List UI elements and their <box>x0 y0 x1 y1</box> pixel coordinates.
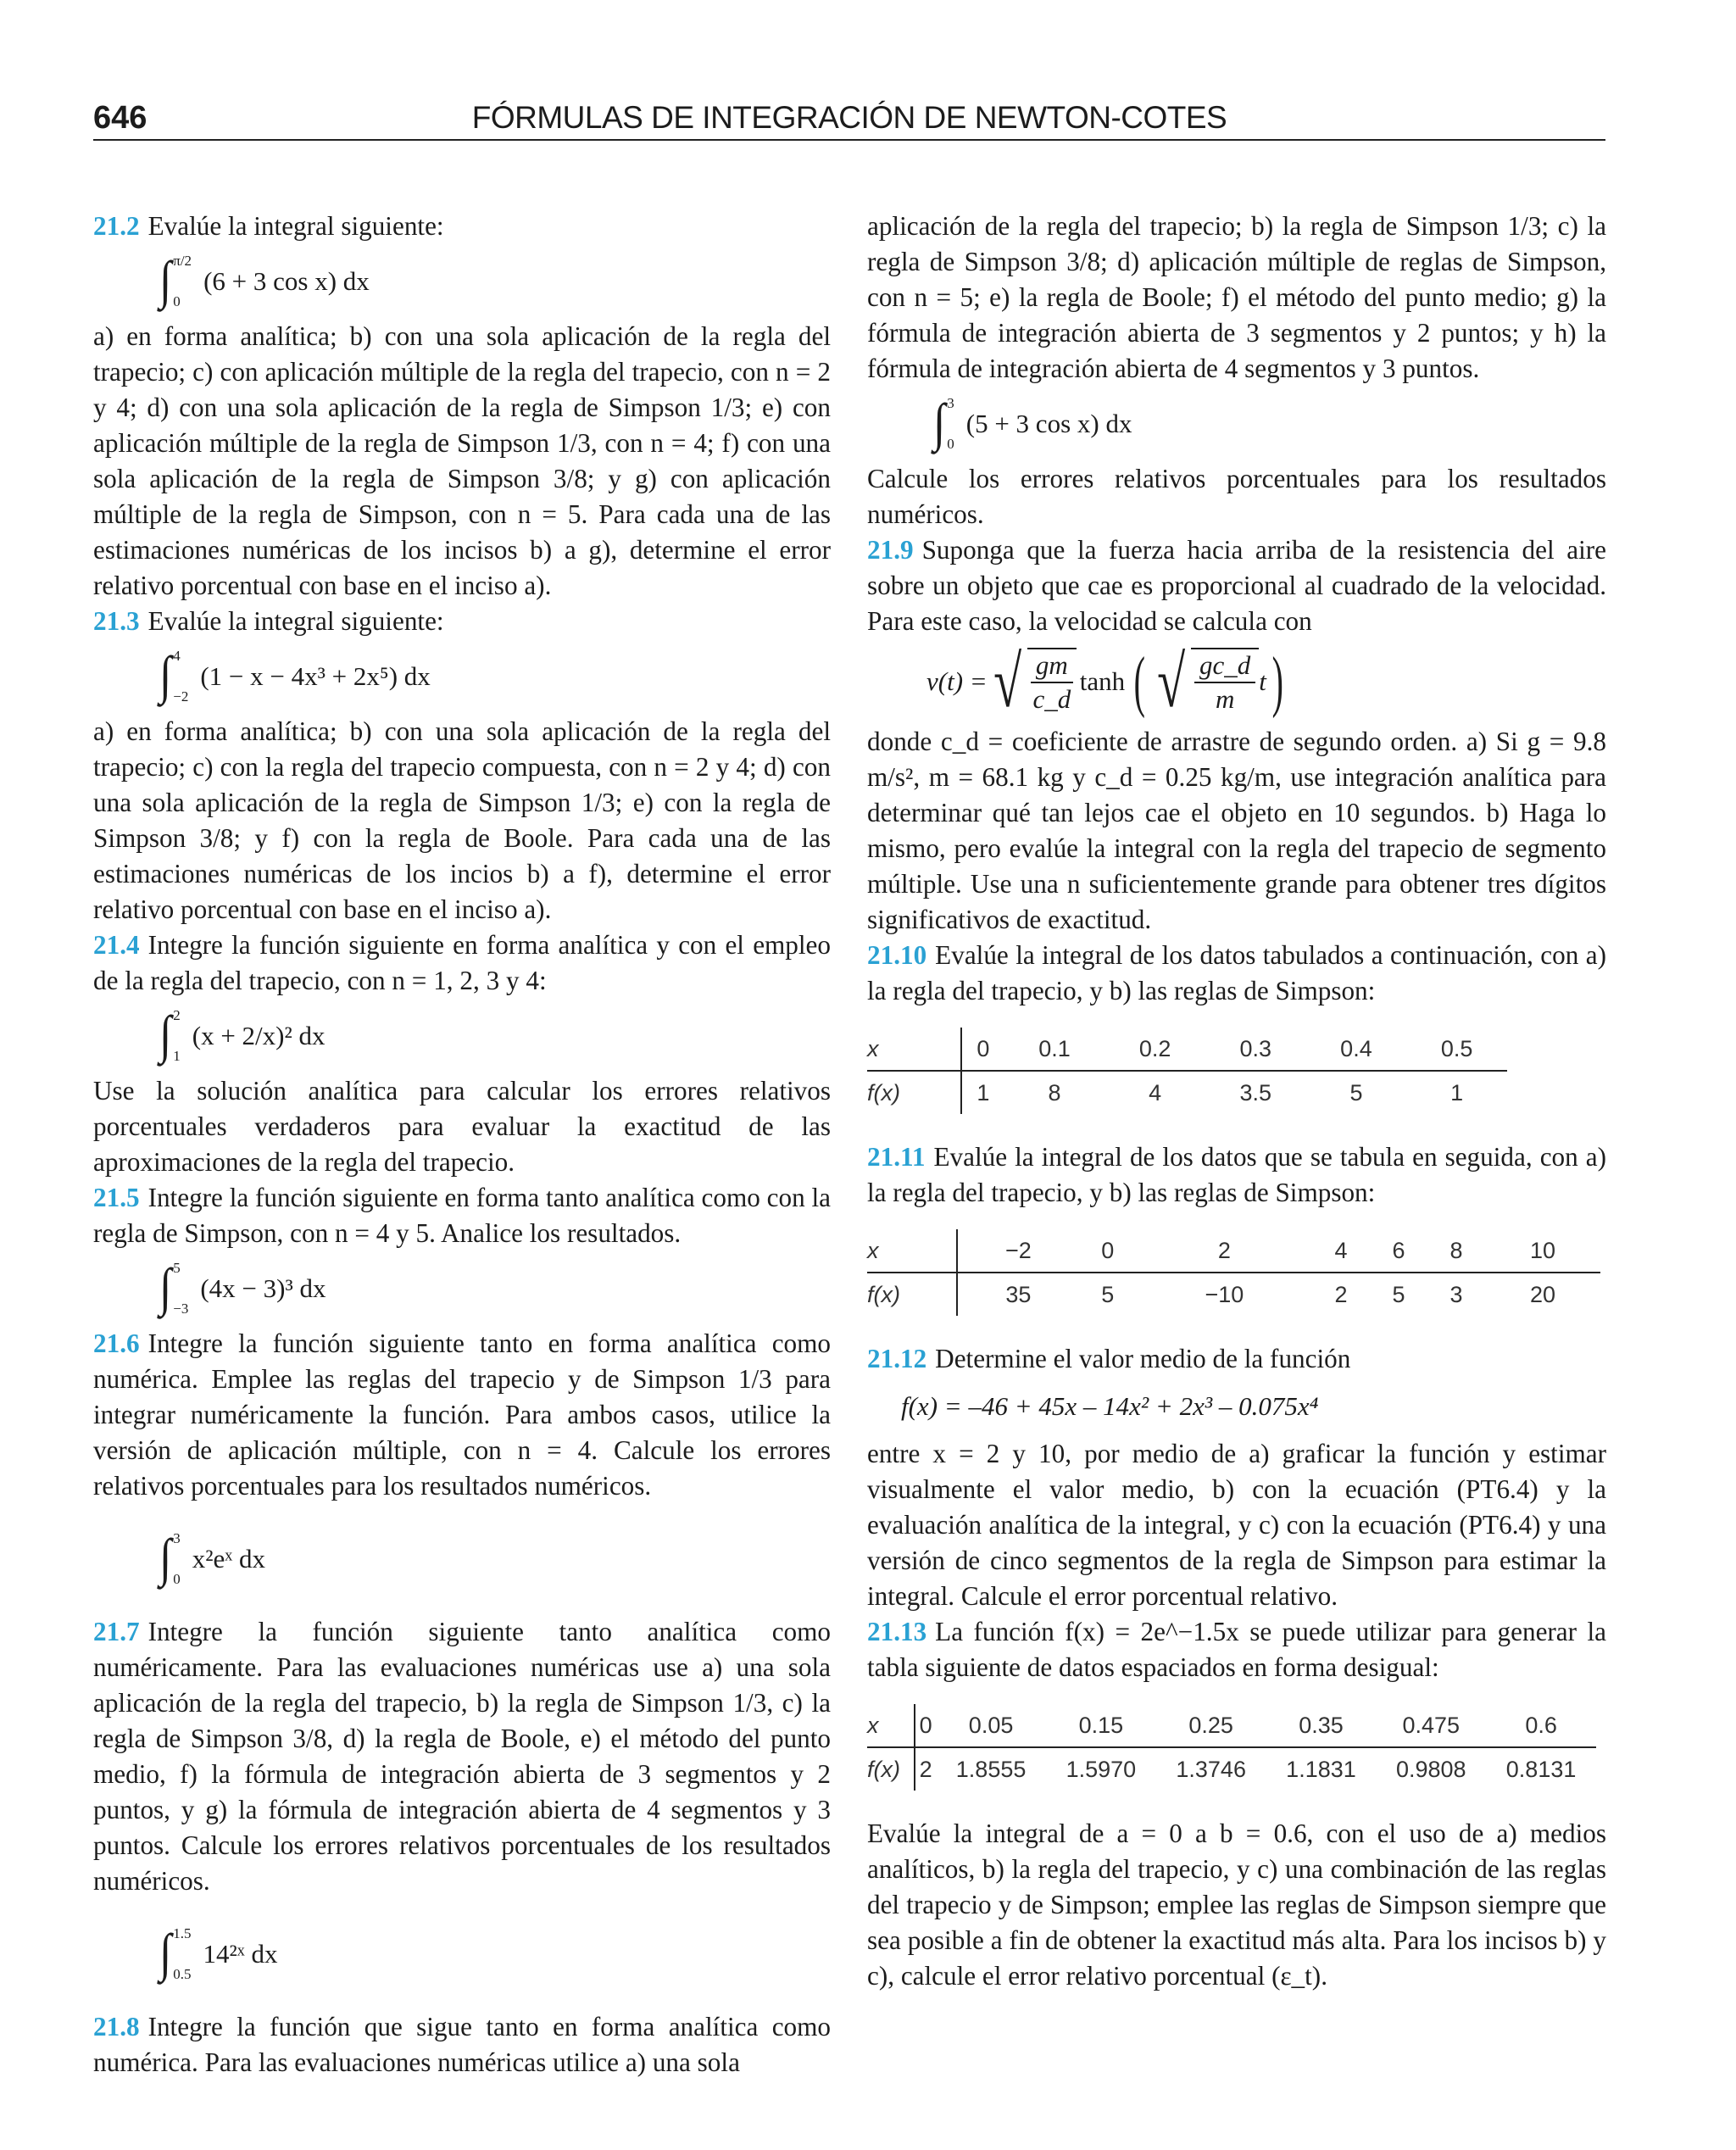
equation-21-5: ∫ 5 −3 (4x − 3)³ dx <box>159 1259 326 1317</box>
page-header <box>93 95 1605 141</box>
problem-number: 21.5 <box>93 1183 140 1212</box>
problem-21-13-body: Evalúe la integral de a = 0 a b = 0.6, con el uso de a) medios analíticos, b) la regla del trapecio, y c) una combinación de las reglas del trapecio y de Simpson; emplee las reglas de Simpson siempre que sea posible a fin de obtener la exactitud más alta. Para los incisos b) y c), calcule el error relativo porcentual (ε_t). <box>867 1819 1606 1991</box>
table-row: x −2 0 2 4 6 8 10 <box>867 1229 1600 1273</box>
table-21-11 <box>867 1229 1600 1316</box>
problem-number: 21.11 <box>867 1142 926 1172</box>
problem-21-5-intro: 21.5 Integre la función siguiente en forma tanto analítica como con la regla de Simpson, con n = 4 y 5. Analice los resultados. <box>93 1183 831 1248</box>
table-row: f(x) 2 1.8555 1.5970 1.3746 1.1831 0.9808 0.8131 <box>867 1747 1596 1791</box>
problem-21-8-intro: 21.8 Integre la función que sigue tanto en forma analítica como numérica. Para las evaluaciones numéricas utilice a) una sola <box>93 2012 831 2077</box>
table-21-10-wrap <box>867 1009 1606 1139</box>
problem-21-10-intro: 21.10 Evalúe la integral de los datos tabulados a continuación, con a) la regla del trapecio, y b) las reglas de Simpson: <box>867 940 1606 1005</box>
problem-21-9-body: donde c_d = coeficiente de arrastre de segundo orden. a) Si g = 9.8 m/s², m = 68.1 kg y c_d = 0.25 kg/m, use integración analítica para determinar qué tan lejos cae el objeto en 10 segundos. b) Haga lo mismo, pero evalúe la integral con la regla del trapecio de segmento múltiple. Use una n suficientemente grande para obtener tres dígitos significativos de exactitud. <box>867 727 1606 934</box>
problem-21-8-body: Calcule los errores relativos porcentuales para los resultados numéricos. <box>867 464 1606 529</box>
page-number: 646 <box>93 100 147 136</box>
problem-21-11-intro: 21.11 Evalúe la integral de los datos que se tabula en seguida, con a) la regla del trapecio, y b) las reglas de Simpson: <box>867 1142 1606 1207</box>
problem-21-3-intro: 21.3 Evalúe la integral siguiente: <box>93 606 444 636</box>
equation-21-7: ∫ 1.5 0.5 14²ˣ dx <box>159 1924 278 1983</box>
table-row: f(x) 35 5 −10 2 5 3 20 <box>867 1273 1600 1316</box>
equation-21-2: ∫ π/2 0 (6 + 3 cos x) dx <box>159 252 370 310</box>
table-row: f(x) 1 8 4 3.5 5 1 <box>867 1071 1507 1114</box>
problem-21-13-intro: 21.13 La función f(x) = 2e^−1.5x se puede utilizar para generar la tabla siguiente de datos espaciados en forma desigual: <box>867 1617 1606 1682</box>
left-column <box>93 209 831 2080</box>
problem-21-12-body: entre x = 2 y 10, por medio de a) graficar la función y estimar visualmente el valor medio, b) con la ecuación (PT6.4) y la evaluación analítica de la integral, y c) con la ecuación (PT6.4) y una versión de cinco segmentos de la regla de Simpson para estimar la integral. Calcule el error porcentual relativo. <box>867 1439 1606 1611</box>
problem-21-4-body: Use la solución analítica para calcular los errores relativos porcentuales verdaderos para evaluar la exactitud de las aproximaciones de la regla del trapecio. <box>93 1076 831 1177</box>
problem-number: 21.3 <box>93 606 140 636</box>
problem-number: 21.12 <box>867 1344 927 1373</box>
equation-21-9: v(t) = √ $\frac{gm}{c\_d}$ tanh ( √ $\frac{gc\_d}{m}$ t ) <box>926 641 1283 722</box>
problem-21-2-body: a) en forma analítica; b) con una sola aplicación de la regla del trapecio; c) con aplicación múltiple de la regla del trapecio, con n = 2 y 4; d) con una sola aplicación de la regla de Simpson 1/3; e) con aplicación múltiple de la regla de Simpson 1/3, con n = 4; f) con una sola aplicación de la regla de Simpson 3/8; y g) con aplicación múltiple de la regla de Simpson, con n = 5. Para cada una de las estimaciones numéricas de los incisos b) a g), determine el error relativo porcentual con base en el inciso a). <box>93 321 831 600</box>
problem-21-12-intro: 21.12 Determine el valor medio de la función <box>867 1344 1351 1373</box>
problem-21-8-continued: aplicación de la regla del trapecio; b) la regla de Simpson 1/3; c) la regla de Simpson 3/8; d) aplicación múltiple de reglas de Simpson, con n = 5; e) la regla de Boole; f) el método del punto medio; g) la fórmula de integración abierta de 3 segmentos y 2 puntos; y h) la fórmula de integración abierta de 4 segmentos y 3 puntos. <box>867 211 1606 383</box>
running-title: FÓRMULAS DE INTEGRACIÓN DE NEWTON-COTES <box>471 100 1227 135</box>
table-21-13 <box>867 1704 1596 1791</box>
problem-number: 21.2 <box>93 211 140 241</box>
equation-21-4: ∫ 2 1 (x + 2/x)² dx <box>159 1006 326 1065</box>
problem-21-7-intro: 21.7 Integre la función siguiente tanto analítica como numéricamente. Para las evaluaciones numéricas use a) una sola aplicación de la regla del trapecio, b) la regla de Simpson 1/3, c) la regla de Simpson 3/8, d) la regla de Boole, e) el método del punto medio, f) la fórmula de integración abierta de 3 segmentos y 2 puntos, y g) la fórmula de integración abierta de 4 segmentos y 3 puntos. Calcule los errores relativos porcentuales de los resultados numéricos. <box>93 1617 831 1896</box>
problem-number: 21.13 <box>867 1617 927 1646</box>
table-21-10 <box>867 1028 1507 1114</box>
equation-21-6: ∫ 3 0 x²eˣ dx <box>159 1529 266 1588</box>
problem-number: 21.4 <box>93 930 140 960</box>
problem-number: 21.7 <box>93 1617 140 1646</box>
problem-number: 21.9 <box>867 535 914 565</box>
equation-21-3: ∫ 4 −2 (1 − x − 4x³ + 2x⁵) dx <box>159 647 431 705</box>
table-row: x 0 0.1 0.2 0.3 0.4 0.5 <box>867 1028 1507 1071</box>
table-21-11-wrap <box>867 1211 1606 1341</box>
equation-21-8: ∫ 3 0 (5 + 3 cos x) dx <box>933 394 1132 453</box>
problem-number: 21.6 <box>93 1328 140 1358</box>
problem-21-6-intro: 21.6 Integre la función siguiente tanto en forma analítica como numérica. Emplee las reglas del trapecio y de Simpson 1/3 para integrar numéricamente la función. Para ambos casos, utilice la versión de aplicación múltiple, con n = 4. Calcule los errores relativos porcentuales para los resultados numéricos. <box>93 1328 831 1501</box>
right-column <box>867 209 1606 1994</box>
table-21-13-wrap <box>867 1685 1606 1816</box>
table-row: x 0 0.05 0.15 0.25 0.35 0.475 0.6 <box>867 1704 1596 1747</box>
equation-21-12: f(x) = –46 + 45x – 14x² + 2x³ – 0.075x⁴ <box>901 1391 1319 1421</box>
problem-21-3-body: a) en forma analítica; b) con una sola aplicación de la regla del trapecio; c) con la regla del trapecio compuesta, con n = 2 y 4; d) con una sola aplicación de la regla de Simpson 1/3; e) con la regla de Simpson 3/8; y f) con la regla de Boole. Para cada una de las estimaciones numéricas de los incios b) a f), determine el error relativo porcentual con base en el inciso a). <box>93 716 831 924</box>
problem-21-2-intro: 21.2 Evalúe la integral siguiente: <box>93 211 444 241</box>
problem-number: 21.10 <box>867 940 927 970</box>
problem-21-9-intro: 21.9 Suponga que la fuerza hacia arriba de la resistencia del aire sobre un objeto que cae es proporcional al cuadrado de la velocidad. Para este caso, la velocidad se calcula con <box>867 535 1606 636</box>
problem-21-4-intro: 21.4 Integre la función siguiente en forma analítica y con el empleo de la regla del trapecio, con n = 1, 2, 3 y 4: <box>93 930 831 995</box>
problem-number: 21.8 <box>93 2012 140 2041</box>
